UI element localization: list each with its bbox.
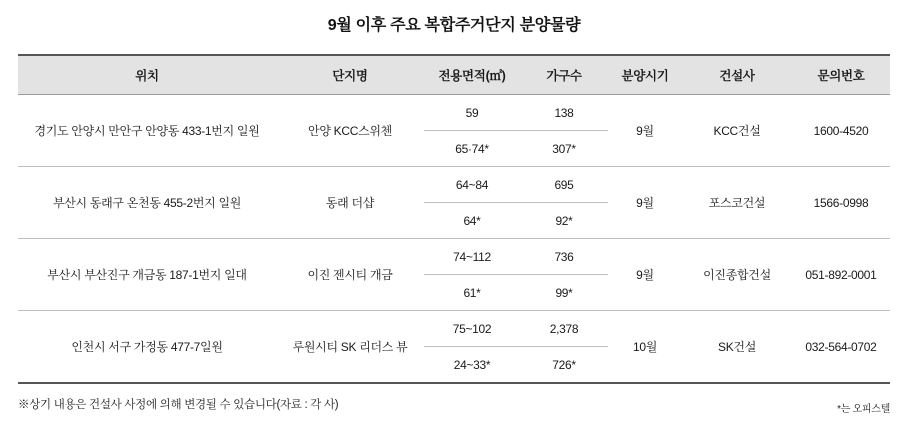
cell-area-secondary: 65·74* xyxy=(424,131,520,167)
cell-builder: 포스코건설 xyxy=(682,167,792,239)
cell-sale-period: 9월 xyxy=(608,95,682,167)
cell-contact: 032-564-0702 xyxy=(792,311,890,384)
cell-units-secondary: 99* xyxy=(520,275,608,311)
cell-units-secondary: 92* xyxy=(520,203,608,239)
cell-area-secondary: 64* xyxy=(424,203,520,239)
cell-complex-name: 동래 더샵 xyxy=(276,167,424,239)
column-header-complex-name: 단지명 xyxy=(276,55,424,95)
cell-units-primary: 2,378 xyxy=(520,311,608,347)
column-header-household-count: 가구수 xyxy=(520,55,608,95)
column-header-exclusive-area: 전용면적(㎡) xyxy=(424,55,520,95)
cell-location: 부산시 부산진구 개금동 187-1번지 일대 xyxy=(18,239,276,311)
cell-contact: 051-892-0001 xyxy=(792,239,890,311)
cell-units-secondary: 307* xyxy=(520,131,608,167)
cell-area-secondary: 24~33* xyxy=(453,357,491,372)
cell-complex-name: 루원시티 SK 리더스 뷰 xyxy=(276,311,424,384)
cell-sale-period: 9월 xyxy=(608,239,682,311)
column-header-builder: 건설사 xyxy=(682,55,792,95)
column-header-contact: 문의번호 xyxy=(792,55,890,95)
cell-location: 부산시 동래구 온천동 455-2번지 일원 xyxy=(18,167,276,239)
cell-units-primary: 138 xyxy=(520,95,608,131)
column-header-sale-period: 분양시기 xyxy=(608,55,682,95)
cell-builder: SK건설 xyxy=(682,311,792,384)
column-header-location: 위치 xyxy=(18,55,276,95)
supply-table xyxy=(18,54,890,384)
cell-builder: KCC건설 xyxy=(682,95,792,167)
table-row xyxy=(18,95,890,131)
table-container xyxy=(18,54,890,384)
cell-location: 경기도 안양시 만안구 안양동 433-1번지 일원 xyxy=(18,95,276,167)
cell-area-primary: 64~84 xyxy=(424,167,520,203)
table-head xyxy=(18,55,890,95)
cell-area-primary: 59 xyxy=(424,95,520,131)
cell-area-primary: 75~102 xyxy=(424,311,520,347)
legend-text: *는 오피스텔 xyxy=(837,404,890,415)
cell-units-secondary: 726* xyxy=(552,357,576,372)
cell-sale-period: 9월 xyxy=(608,167,682,239)
cell-complex-name: 안양 KCC스위첸 xyxy=(276,95,424,167)
table-body xyxy=(18,95,890,384)
table-header-row xyxy=(18,55,890,95)
table-row xyxy=(18,167,890,203)
cell-units-primary: 736 xyxy=(520,239,608,275)
cell-location: 인천시 서구 가정동 477-7일원 xyxy=(18,311,276,384)
table-row xyxy=(18,239,890,275)
cell-builder: 이진종합건설 xyxy=(682,239,792,311)
cell-complex-name: 이진 젠시티 개금 xyxy=(276,239,424,311)
page-title: 9월 이후 주요 복합주거단지 분양물량 xyxy=(327,17,581,34)
cell-area-primary: 74~112 xyxy=(424,239,520,275)
cell-units-primary: 695 xyxy=(520,167,608,203)
cell-contact: 1600-4520 xyxy=(792,95,890,167)
table-row xyxy=(18,311,890,347)
cell-area-secondary: 61* xyxy=(424,275,520,311)
footnote-text: ※상기 내용은 건설사 사정에 의해 변경될 수 있습니다(자료 : 각 사) xyxy=(18,399,339,411)
cell-sale-period: 10월 xyxy=(608,311,682,384)
cell-contact: 1566-0998 xyxy=(792,167,890,239)
